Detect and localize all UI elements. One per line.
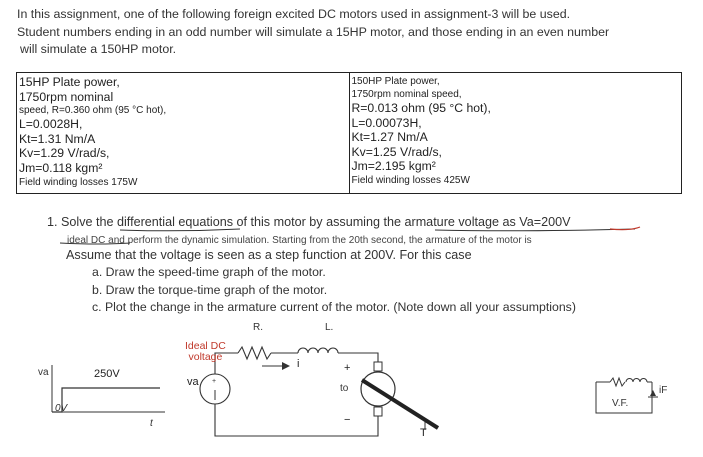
ideal-dc-label: Ideal DC voltage (185, 340, 226, 363)
spec-line: Kv=1.29 V/rad/s, (19, 146, 110, 161)
intro-line-2: Student numbers ending in an odd number will simulate a 15HP motor, and those ending in an even number (17, 24, 610, 39)
terminal-label: to (340, 383, 349, 394)
spec-line: speed, R=0.360 ohm (95 °C hot), (19, 105, 167, 117)
spec-line: Jm=0.118 kgm² (19, 160, 103, 175)
torque-label: T (420, 427, 427, 439)
plus-sign: + (344, 362, 351, 374)
field-winding-symbol (626, 379, 647, 383)
inductor-symbol (298, 348, 338, 353)
brush-top (374, 362, 382, 371)
inductor-label: L. (325, 322, 334, 333)
spec-line: 15HP Plate power, (19, 75, 120, 89)
task-speed-graph: a. Draw the speed-time graph of the motor. (92, 265, 326, 279)
spec-line: R=0.013 ohm (95 °C hot), (351, 101, 491, 115)
field-current-arrow (650, 390, 656, 396)
intro-line-3: will simulate a 150HP motor. (20, 42, 177, 56)
field-current-label: iF (659, 385, 668, 396)
source-voltage-label: va (187, 376, 199, 388)
resistor-label: R. (253, 322, 263, 333)
graph-t-label: t (150, 418, 153, 429)
spec-line: 1750rpm nominal speed, (351, 89, 462, 100)
spec-line: Kt=1.27 Nm/A (351, 130, 428, 145)
spec-line: Jm=2.195 kgm² (351, 159, 436, 174)
svg-text:+: + (212, 378, 217, 385)
spec-line: L=0.0028H, (19, 117, 83, 132)
step-zero-label: 0V (55, 403, 68, 414)
spec-line: Field winding losses 425W (351, 174, 470, 186)
motor-shaft (362, 380, 438, 428)
graph-y-label: va (38, 367, 49, 378)
intro-line-1: In this assignment, one of the following foreign excited DC motors used in assignment-3 will be used. (17, 7, 571, 21)
spec-line: Field winding losses 175W (19, 176, 138, 188)
brush-bottom (374, 407, 382, 416)
question-line-2: ideal DC and perform the dynamic simulation. Starting from the 20th second, the armature of the motor is (67, 235, 532, 246)
current-arrow (282, 362, 290, 370)
spec-line: Kt=1.31 Nm/A (19, 131, 96, 146)
step-value-label: 250V (94, 368, 120, 380)
task-armature-current: c. Plot the change in the armature current of the motor. (Note down all your assumptions) (92, 300, 576, 314)
minus-sign: − (344, 414, 351, 426)
resistor-symbol (238, 347, 271, 359)
question-main: 1. Solve the differential equations of this motor by assuming the armature voltage as Va=200V (47, 215, 571, 229)
spec-line: Kv=1.25 V/rad/s, (351, 144, 442, 159)
wire-bottom (215, 404, 378, 436)
field-voltage-label: V.F. (612, 398, 629, 409)
spec-line: 150HP Plate power, (351, 76, 440, 87)
current-label: i (297, 358, 300, 370)
spec-line: 1750rpm nominal (19, 89, 114, 104)
question-line-3: Assume that the voltage is seen as a step function at 200V. For this case (66, 248, 472, 262)
task-torque-graph: b. Draw the torque-time graph of the motor. (92, 283, 328, 297)
spec-line: L=0.00073H, (351, 115, 422, 130)
